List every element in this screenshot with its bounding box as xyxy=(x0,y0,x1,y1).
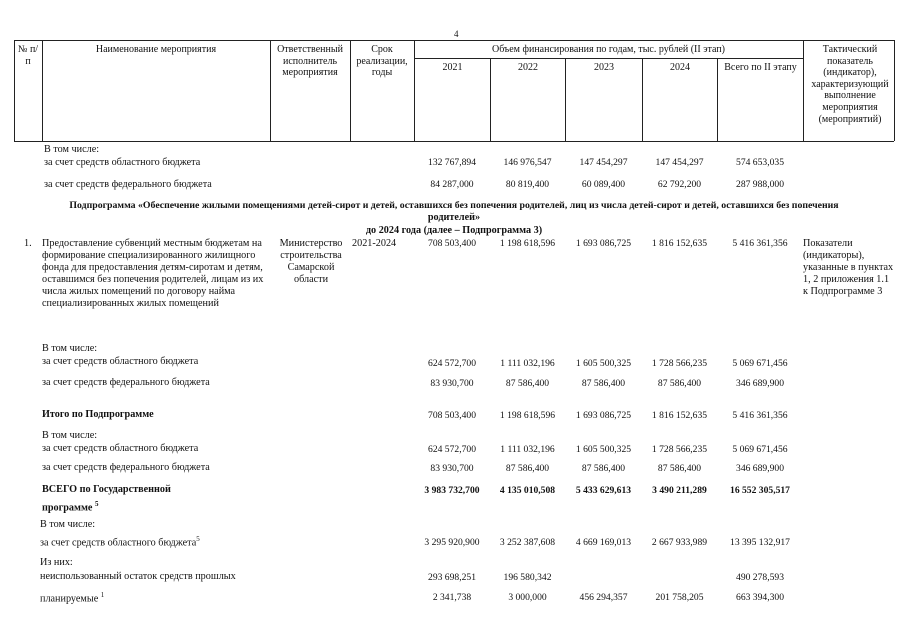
footnote-marker: 5 xyxy=(196,535,200,543)
header-col-term: Срок реализации, годы xyxy=(356,44,408,79)
item-name: Предоставление субвенций местным бюджетам на формирование специализированного жилищного фонда для предоставления детям-сиротам и детям, оставшимся без попечения родителей, лицам из их числа жилых помещений по договору найма специализированных жилых помещений xyxy=(42,238,264,309)
grand-planned-label: планируемые $^1$ xyxy=(40,591,105,605)
item-indicator: Показатели (индикаторы), указанные в пунктах 1, 2 приложения 1.1 к Подпрограмме 3 xyxy=(803,238,894,297)
header-year-2023: 2023 xyxy=(594,62,614,73)
grand-label-line2: программе $^5$ xyxy=(42,500,99,514)
footnote-marker: 1 xyxy=(100,591,105,599)
grand-regional-label: за счет средств областного бюджета$^5$ xyxy=(40,535,200,549)
grand-unused-label: неиспользованный остаток средств прошлых xyxy=(40,571,236,582)
total-sub-federal-label: за счет средств федерального бюджета xyxy=(42,462,210,473)
item-term: 2021-2024 xyxy=(352,238,397,249)
subprogram-title-line3: до 2024 года (далее – Подпрограмма 3) xyxy=(365,225,543,236)
item1-incl-label: В том числе: xyxy=(42,343,98,354)
total-sub-label: Итого по Подпрограмме xyxy=(42,409,154,420)
top-regional-label: за счет средств областного бюджета xyxy=(44,157,201,168)
top-federal-label: за счет средств федерального бюджета xyxy=(44,179,212,190)
item1-regional-label: за счет средств областного бюджета xyxy=(42,356,199,367)
header-col-name: Наименование мероприятия xyxy=(95,44,217,55)
grand-label-line1: ВСЕГО по Государственной xyxy=(42,484,171,495)
header-col-finance: Объем финансирования по годам, тыс. рублей (II этап) xyxy=(491,44,725,55)
total-sub-incl-label: В том числе: xyxy=(42,430,98,441)
header-year-2024: 2024 xyxy=(670,62,690,73)
header-col-indicator: Тактический показатель (индикатор), характеризующий выполнение мероприятия (мероприятий) xyxy=(811,44,889,125)
item-responsible: Министерство строительства Самарской области xyxy=(279,238,343,285)
grand-of-them-label: Из них: xyxy=(40,557,73,568)
total-sub-regional-label: за счет средств областного бюджета xyxy=(42,443,199,454)
header-year-2021: 2021 xyxy=(442,62,463,73)
header-year-2022: 2022 xyxy=(518,62,538,73)
subprogram-title-line1: Подпрограмма «Обеспечение жилыми помещениями детей-сирот и детей, оставшихся без попечения родителей, лиц из числа детей-сирот и детей, оставшихся без попечения xyxy=(69,200,839,211)
footnote-marker: 5 xyxy=(94,500,99,508)
page-number: 4 xyxy=(454,29,459,39)
item1-federal-label: за счет средств федерального бюджета xyxy=(42,377,210,388)
header-col-number: № п/п xyxy=(17,44,39,67)
header-col-responsible: Ответственный исполнитель мероприятия xyxy=(277,44,343,79)
top-incl-label: В том числе: xyxy=(44,144,100,155)
subprogram-title-line2: родителей» xyxy=(427,212,481,223)
item-number: 1. xyxy=(24,238,32,249)
grand-incl-label: В том числе: xyxy=(40,519,96,530)
header-total-stage: Всего по II этапу xyxy=(724,62,797,73)
